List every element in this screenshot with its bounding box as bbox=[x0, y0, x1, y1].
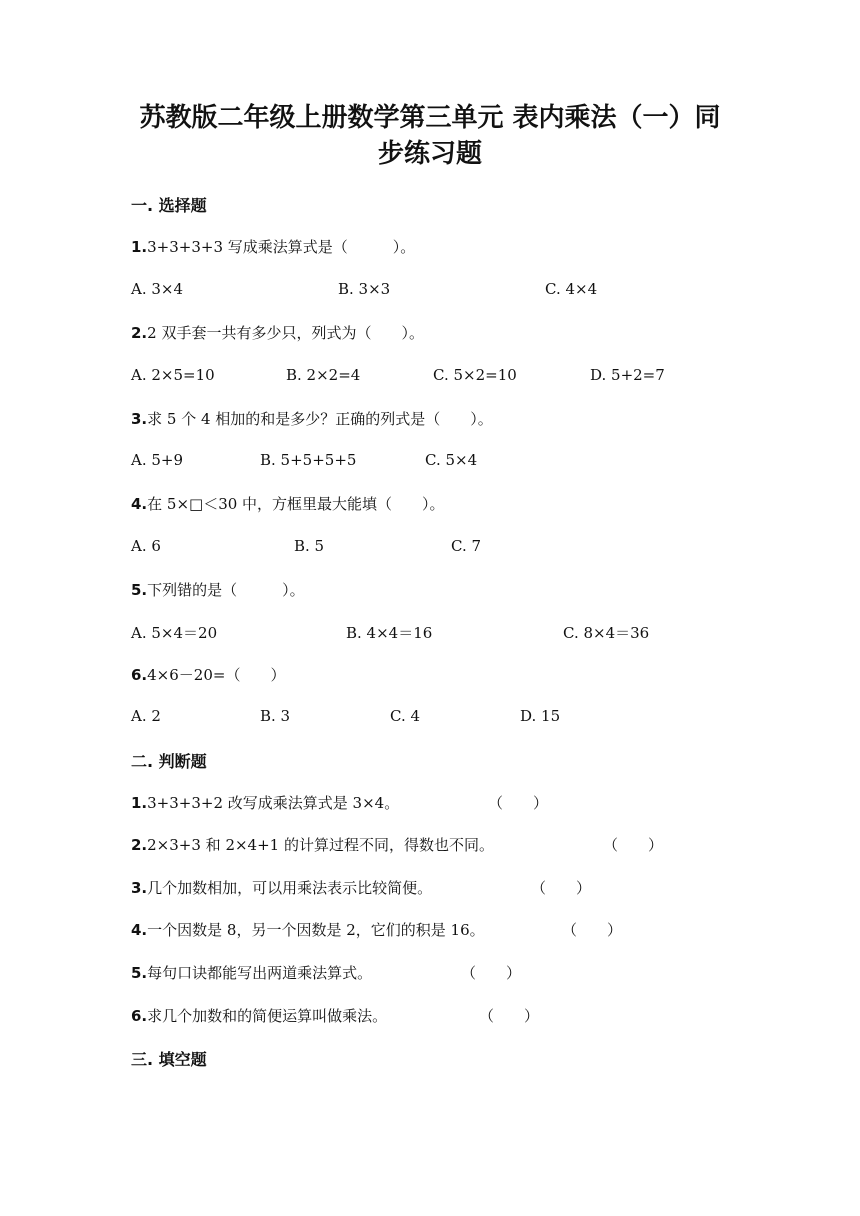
page-title bbox=[100, 100, 760, 172]
question-number: 3. bbox=[131, 410, 148, 428]
question-number: 1. bbox=[131, 794, 148, 812]
judge-3-answer-blank: （ ） bbox=[531, 879, 592, 897]
choice-5-option-a: A. 5×4＝20 bbox=[131, 624, 218, 642]
question-text: 求 5 个 4 相加的和是多少？正确的列式是（ ）。 bbox=[147, 410, 493, 428]
question-text: 一个因数是 8，另一个因数是 2，它们的积是 16。 bbox=[147, 921, 485, 939]
choice-6-option-c: C. 4 bbox=[390, 707, 421, 725]
question-number: 1. bbox=[131, 238, 148, 256]
choice-question-4 bbox=[131, 493, 445, 514]
page-title-line2: 步练习题 bbox=[377, 139, 482, 169]
choice-2-option-b: B. 2×2=4 bbox=[286, 366, 361, 384]
choice-question-6 bbox=[131, 664, 285, 685]
choice-2-option-c: C. 5×2=10 bbox=[433, 366, 517, 384]
choice-3-option-c: C. 5×4 bbox=[425, 451, 478, 469]
choice-2-option-a: A. 2×5=10 bbox=[131, 366, 215, 384]
question-text: 3+3+3+2 改写成乘法算式是 3×4。 bbox=[147, 794, 400, 812]
question-text: 4×6－20=（ ） bbox=[147, 666, 286, 684]
choice-1-option-a: A. 3×4 bbox=[131, 280, 184, 298]
question-number: 3. bbox=[131, 879, 148, 897]
choice-question-2 bbox=[131, 322, 424, 343]
choice-3-option-a: A. 5+9 bbox=[131, 451, 184, 469]
question-number: 5. bbox=[131, 581, 148, 599]
question-text: 几个加数相加，可以用乘法表示比较简便。 bbox=[147, 879, 433, 897]
question-number: 4. bbox=[131, 921, 148, 939]
choice-2-option-d: D. 5+2=7 bbox=[590, 366, 665, 384]
judge-1-answer-blank: （ ） bbox=[488, 794, 549, 812]
judge-6-answer-blank: （ ） bbox=[479, 1007, 540, 1025]
choice-1-option-c: C. 4×4 bbox=[545, 280, 598, 298]
question-number: 6. bbox=[131, 666, 148, 684]
judge-2-answer-blank: （ ） bbox=[603, 836, 664, 854]
judge-question-5 bbox=[131, 962, 372, 983]
judge-question-1 bbox=[131, 792, 399, 813]
question-number: 6. bbox=[131, 1007, 148, 1025]
choice-1-option-b: B. 3×3 bbox=[338, 280, 391, 298]
judge-4-answer-blank: （ ） bbox=[562, 921, 623, 939]
choice-6-option-a: A. 2 bbox=[131, 707, 161, 725]
choice-6-option-d: D. 15 bbox=[520, 707, 561, 725]
question-number: 4. bbox=[131, 495, 148, 513]
section-heading-choice: 一. 选择题 bbox=[131, 196, 207, 215]
question-text: 3+3+3+3 写成乘法算式是（ ）。 bbox=[147, 238, 416, 256]
question-text: 在 5×□＜30 中，方框里最大能填（ ）。 bbox=[147, 495, 445, 513]
question-text: 求几个加数和的简便运算叫做乘法。 bbox=[147, 1007, 388, 1025]
question-text: 每句口诀都能写出两道乘法算式。 bbox=[147, 964, 373, 982]
choice-5-option-c: C. 8×4＝36 bbox=[563, 624, 650, 642]
question-number: 5. bbox=[131, 964, 148, 982]
section-heading-judge: 二. 判断题 bbox=[131, 752, 207, 771]
choice-5-option-b: B. 4×4＝16 bbox=[346, 624, 433, 642]
judge-question-6 bbox=[131, 1005, 387, 1026]
judge-5-answer-blank: （ ） bbox=[461, 964, 522, 982]
judge-question-4 bbox=[131, 919, 485, 940]
choice-question-5 bbox=[131, 579, 305, 600]
question-text: 下列错的是（ ）。 bbox=[147, 581, 305, 599]
choice-4-option-c: C. 7 bbox=[451, 537, 482, 555]
question-text: 2×3+3 和 2×4+1 的计算过程不同，得数也不同。 bbox=[147, 836, 494, 854]
choice-4-option-a: A. 6 bbox=[131, 537, 161, 555]
page-title-line1: 苏教版二年级上册数学第三单元 表内乘法（一）同 bbox=[139, 103, 721, 133]
question-number: 2. bbox=[131, 836, 148, 854]
choice-4-option-b: B. 5 bbox=[294, 537, 325, 555]
choice-3-option-b: B. 5+5+5+5 bbox=[260, 451, 357, 469]
choice-question-3 bbox=[131, 408, 493, 429]
judge-question-3 bbox=[131, 877, 432, 898]
question-number: 2. bbox=[131, 324, 148, 342]
question-text: 2 双手套一共有多少只，列式为（ ）。 bbox=[147, 324, 424, 342]
choice-6-option-b: B. 3 bbox=[260, 707, 291, 725]
choice-question-1 bbox=[131, 236, 415, 257]
judge-question-2 bbox=[131, 834, 494, 855]
section-heading-fill: 三. 填空题 bbox=[131, 1050, 207, 1069]
